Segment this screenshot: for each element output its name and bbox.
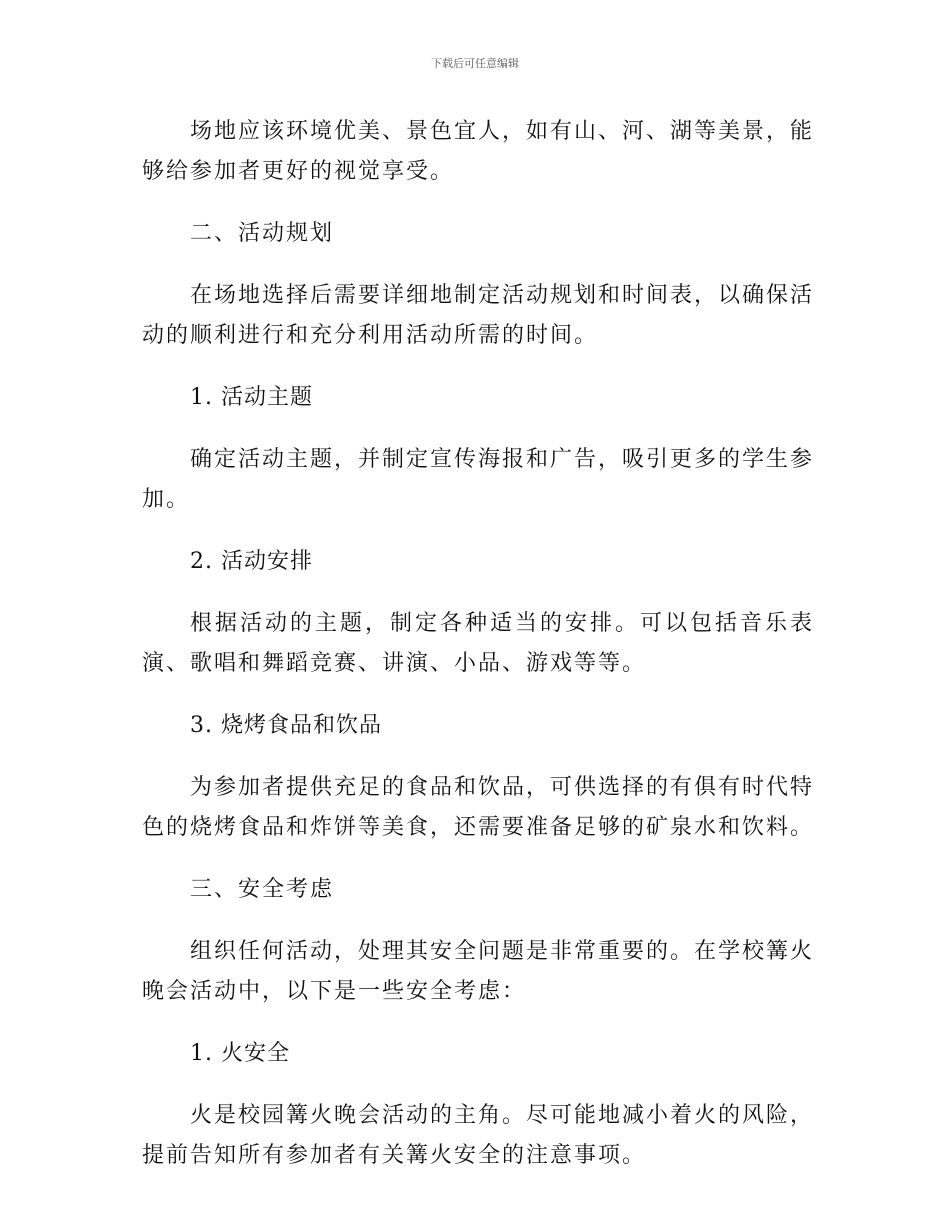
- paragraph-venue-scenery: 场地应该环境优美、景色宜人，如有山、河、湖等美景，能够给参加者更好的视觉享受。: [142, 119, 815, 184]
- subheading-fire-safety: 1. 火安全: [190, 1041, 290, 1066]
- paragraph-activity-theme: 确定活动主题，并制定宣传海报和广告，吸引更多的学生参加。: [142, 447, 815, 512]
- section-heading-safety: 三、安全考虑: [190, 877, 335, 902]
- paragraph-fire-safety: 火是校园篝火晚会活动的主角。尽可能地减小着火的风险，提前告知所有参加者有关篝火安全的注意事项。: [142, 1103, 815, 1168]
- paragraph-planning-intro: 在场地选择后需要详细地制定活动规划和时间表，以确保活动的顺利进行和充分利用活动所需的时间。: [142, 283, 815, 348]
- paragraph-bbq-food-drinks: 为参加者提供充足的食品和饮品，可供选择的有俱有时代特色的烧烤食品和炸饼等美食，还需要准备足够的矿泉水和饮料。: [142, 775, 815, 840]
- document-body: [142, 112, 814, 1198]
- section-heading-activity-planning: 二、活动规划: [190, 221, 335, 246]
- paragraph-safety-intro: 组织任何活动，处理其安全问题是非常重要的。在学校篝火晚会活动中，以下是一些安全考虑：: [142, 939, 815, 1004]
- subheading-activity-arrangement: 2. 活动安排: [190, 549, 313, 574]
- page-header: 下载后可任意编辑: [431, 57, 519, 70]
- paragraph-activity-arrangement: 根据活动的主题，制定各种适当的安排。可以包括音乐表演、歌唱和舞蹈竞赛、讲演、小品、游戏等等。: [142, 611, 814, 676]
- subheading-bbq-food-drinks: 3. 烧烤食品和饮品: [190, 713, 382, 738]
- subheading-activity-theme: 1. 活动主题: [190, 385, 313, 410]
